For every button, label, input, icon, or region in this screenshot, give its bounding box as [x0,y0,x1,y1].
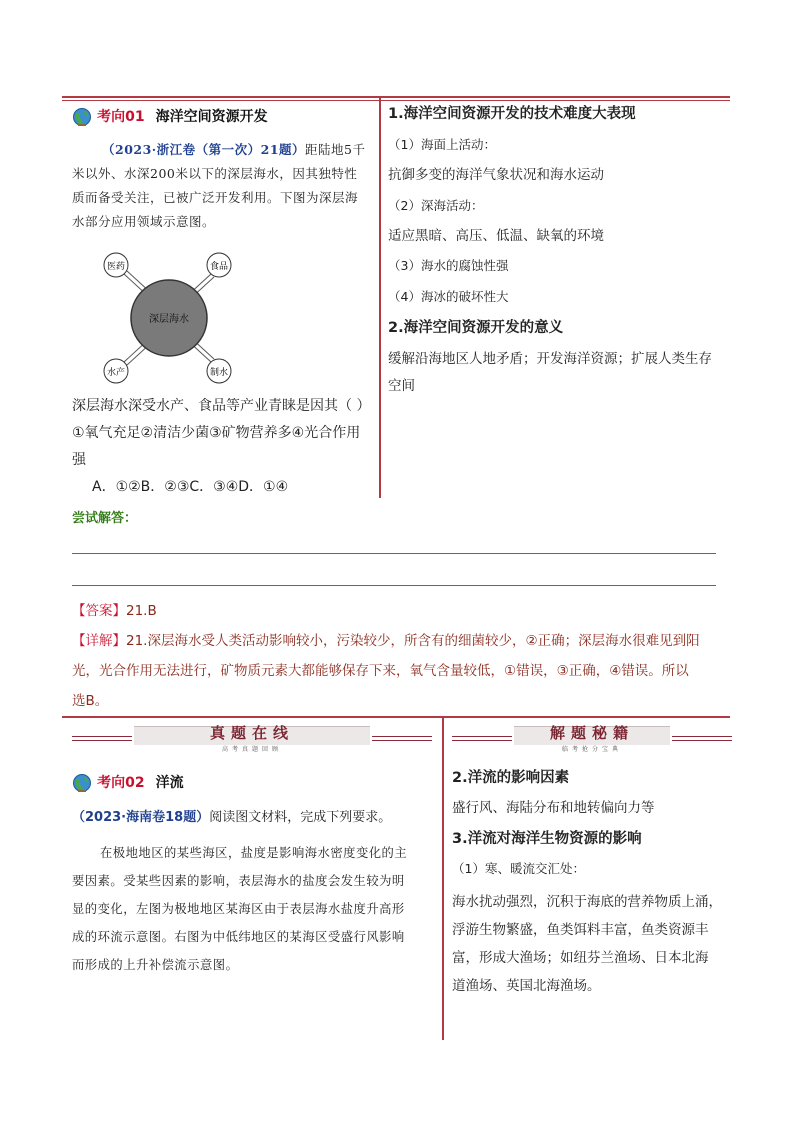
note-sub: （4）海冰的破坏性大 [388,289,509,304]
top-rule [62,96,730,98]
question-source: （2023·浙江卷（第一次）21题） [102,142,306,157]
answer-line[interactable] [72,553,716,554]
section2-paragraph [72,839,432,979]
section2-header [72,772,372,793]
question-line: ①氧气充足②清洁少菌③矿物营养多④光合作用 [72,425,361,441]
node-label: 食品 [209,262,229,272]
banner-subtitle: 高考真题回顾 [221,746,282,753]
intro-line: 米以外、水深200米以下的深层海水，因其独特性 [72,166,358,181]
note-text: 浮游生物繁盛，鱼类饵料丰富，鱼类资源丰 [452,922,709,938]
banner-zhenti [72,722,432,752]
banner-subtitle: 临考抢分宝典 [561,746,622,753]
note-sub: （3）海水的腐蚀性强 [388,258,509,273]
question-line: 强 [72,452,86,468]
section-title: 洋流 [155,775,184,791]
node-label: 制水 [209,368,229,378]
note-text: 缓解沿海地区人地矛盾；开发海洋资源；扩展人类生存 [388,351,712,367]
para-line: 要因素。受某些因素的影响，表层海水的盐度会发生较为明 [72,874,405,888]
note-heading: 3.洋流对海洋生物资源的影响 [452,831,642,847]
section1-intro [72,138,376,234]
answer-block [72,598,732,714]
note-heading: 1.海洋空间资源开发的技术难度大表现 [388,106,636,122]
section1-header [72,106,372,127]
banner-title: 解题秘籍 [549,724,634,742]
note-sub: （2）深海活动： [388,198,484,213]
note-sub: （1）海面上活动： [388,137,496,152]
intro-line: 质而备受关注，已被广泛开发利用。下图为深层海 [72,190,359,205]
note-text: 盛行风、海陆分布和地转偏向力等 [452,800,655,816]
section-title: 海洋空间资源开发 [155,109,268,125]
para-line: 成的环流示意图。右图为中低纬地区的某海区受盛行风影响 [72,930,405,944]
center-label: 深层海水 [149,314,189,325]
detail-line: 21.深层海水受人类活动影响较小，污染较少，所含有的细菌较少，②正确；深层海水很难见到阳 [126,633,700,649]
kaoxiang-label: 考向01 [97,109,145,125]
intro-line: 水部分应用领域示意图。 [72,214,216,229]
note-text: 道渔场、英国北海渔场。 [452,978,601,994]
globe-icon [72,773,92,793]
note-heading: 2.海洋空间资源开发的意义 [388,320,564,336]
right-notes-1 [388,100,728,398]
column-divider-2 [442,716,444,1040]
section2-rule [62,716,730,718]
right-notes-2 [452,764,732,1000]
note-text: 空间 [388,378,415,394]
note-text: 海水扰动强烈，沉积于海底的营养物质上涌， [452,894,722,910]
answer-options: A．①②B．②③C．③④D．①④ [92,479,289,495]
section2-source [72,806,432,830]
node-label: 水产 [106,368,126,378]
para-line: 而形成的上升补偿流示意图。 [72,958,239,972]
note-text: 适应黑暗、高压、低温、缺氧的环境 [388,228,604,244]
question-stem [72,393,382,501]
para-line: 显的变化，左图为极地地区某海区由于表层海水盐度升高形 [72,902,405,916]
note-text: 抗御多变的海洋气象状况和海水运动 [388,167,604,183]
answer-label: 【答案】 [72,603,126,619]
detail-line: 光，光合作用无法进行，矿物质元素大都能够保存下来，氧气含量较低，①错误，③正确，④错误。所以 [72,663,689,679]
detail-line: 选B。 [72,693,109,709]
answer-value: 21.B [126,603,157,619]
note-sub: （1）寒、暖流交汇处： [452,861,585,876]
question-source: （2023·海南卷18题） [72,810,210,825]
intro-line: 距陆地5千 [305,142,366,157]
note-text: 富，形成大渔场；如纽芬兰渔场、日本北海 [452,950,709,966]
deep-water-diagram [96,250,246,386]
source-tail: 阅读图文材料，完成下列要求。 [209,810,392,825]
banner-title: 真题在线 [209,724,294,742]
try-answer-label: 尝试解答： [72,511,138,526]
node-label: 医药 [106,262,126,272]
answer-line[interactable] [72,585,716,586]
kaoxiang-label: 考向02 [97,775,145,791]
question-line: 深层海水深受水产、食品等产业青睐是因其（ ） [72,398,371,414]
detail-label: 【详解】 [72,633,126,649]
banner-jieti [452,722,732,752]
para-line: 在极地地区的某些海区，盐度是影响海水密度变化的主 [100,846,408,860]
note-heading: 2.洋流的影响因素 [452,770,570,786]
globe-icon [72,107,92,127]
